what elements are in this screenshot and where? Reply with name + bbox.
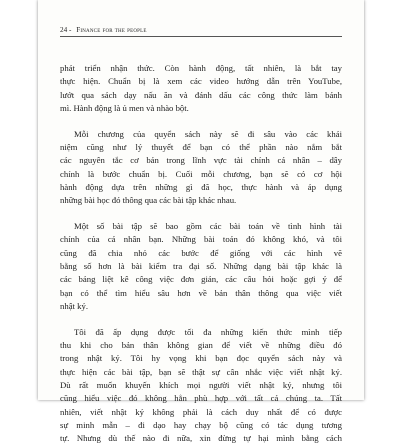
text-line: cũng hiểu việc đó không hẳn phù hợp với tất cả chúng ta. Tất — [60, 393, 342, 404]
book-title: Finance for the people — [76, 26, 147, 34]
paragraph-gap — [60, 313, 342, 326]
paragraph-gap — [60, 208, 342, 221]
text-line: trong nhật ký. Tôi hy vọng khi bạn đọc quyển sách này và — [60, 353, 342, 364]
text-line: các nguyên tắc cơ bản trong lĩnh vực tài chính cá nhân – dây — [60, 155, 342, 166]
text-line: lướt qua sách dạy nấu ăn và đánh dấu các công thức làm bánh — [60, 89, 342, 100]
text-line: hành động dựa trên những gì đã học, thực hành và áp dụng — [60, 181, 342, 192]
text-line: sự minh mẫn – đi dạo hay chạy bộ cũng có tác dụng tương — [60, 419, 342, 430]
text-line: chính là bước chuẩn bị. Cuối mỗi chương, bạn sẽ có cơ hội — [60, 168, 342, 179]
text-line: tự. Nhưng dù thế nào đi nữa, xin đừng tự hại mình bằng cách — [60, 433, 342, 444]
text-line: bằng số hơn là bài kiểm tra đại số. Những dạng bài tập khác là — [60, 261, 342, 272]
header-rule — [60, 36, 342, 37]
text-line: nhiên, viết nhật ký không phải là cách duy nhất để có được — [60, 406, 342, 417]
text-line: những bài học đó thông qua các bài tập khác nhau. — [60, 195, 237, 206]
text-line: thực hiện. Chuẩn bị là xem các video hướng dẫn trên YouTube, — [60, 76, 342, 87]
text-line: niệm cũng như lý thuyết để bạn có thể phần nào nắm bắt — [60, 142, 342, 153]
text-line: bạn có thể tìm hiểu sâu hơn về bản thân thông qua việc viết — [60, 287, 342, 298]
text-line: thực hiện các bài tập, bạn sẽ thật sự cân nhắc việc viết nhật ký. — [60, 366, 342, 377]
running-head — [60, 26, 147, 34]
text-line: cũng đã chia nhỏ các bước để giống với các hình vẽ — [60, 247, 342, 258]
text-line: Dù rất muốn khuyến khích mọi người viết nhật ký, nhưng tôi — [60, 380, 342, 391]
paragraph-gap — [60, 115, 342, 128]
text-line: Mỗi chương của quyển sách này sẽ đi sâu vào các khái — [74, 128, 342, 139]
body-text — [60, 62, 342, 446]
text-line: Một số bài tập sẽ bao gồm các bài toán về tình hình tài — [74, 221, 342, 232]
text-line: thu khi cho bản thân không gian để viết về những điều đó — [60, 340, 342, 351]
text-line: mì. Hành động là ủ men và nhào bột. — [60, 102, 189, 113]
text-line: phát triển nhận thức. Còn hành động, tất nhiên, là bắt tay — [60, 63, 342, 73]
text-line: các bảng liệt kê công việc đơn giản, các câu hỏi hoặc gợi ý để — [60, 274, 342, 285]
page-number: 24 - — [60, 26, 72, 34]
text-line: chính của cá nhân bạn. Những bài toán đó không khó, và tôi — [60, 234, 342, 245]
text-line: Tôi đã ấp dụng được tối đa những kiến thức mình tiếp — [74, 326, 342, 337]
text-line: nhật ký. — [60, 300, 88, 311]
